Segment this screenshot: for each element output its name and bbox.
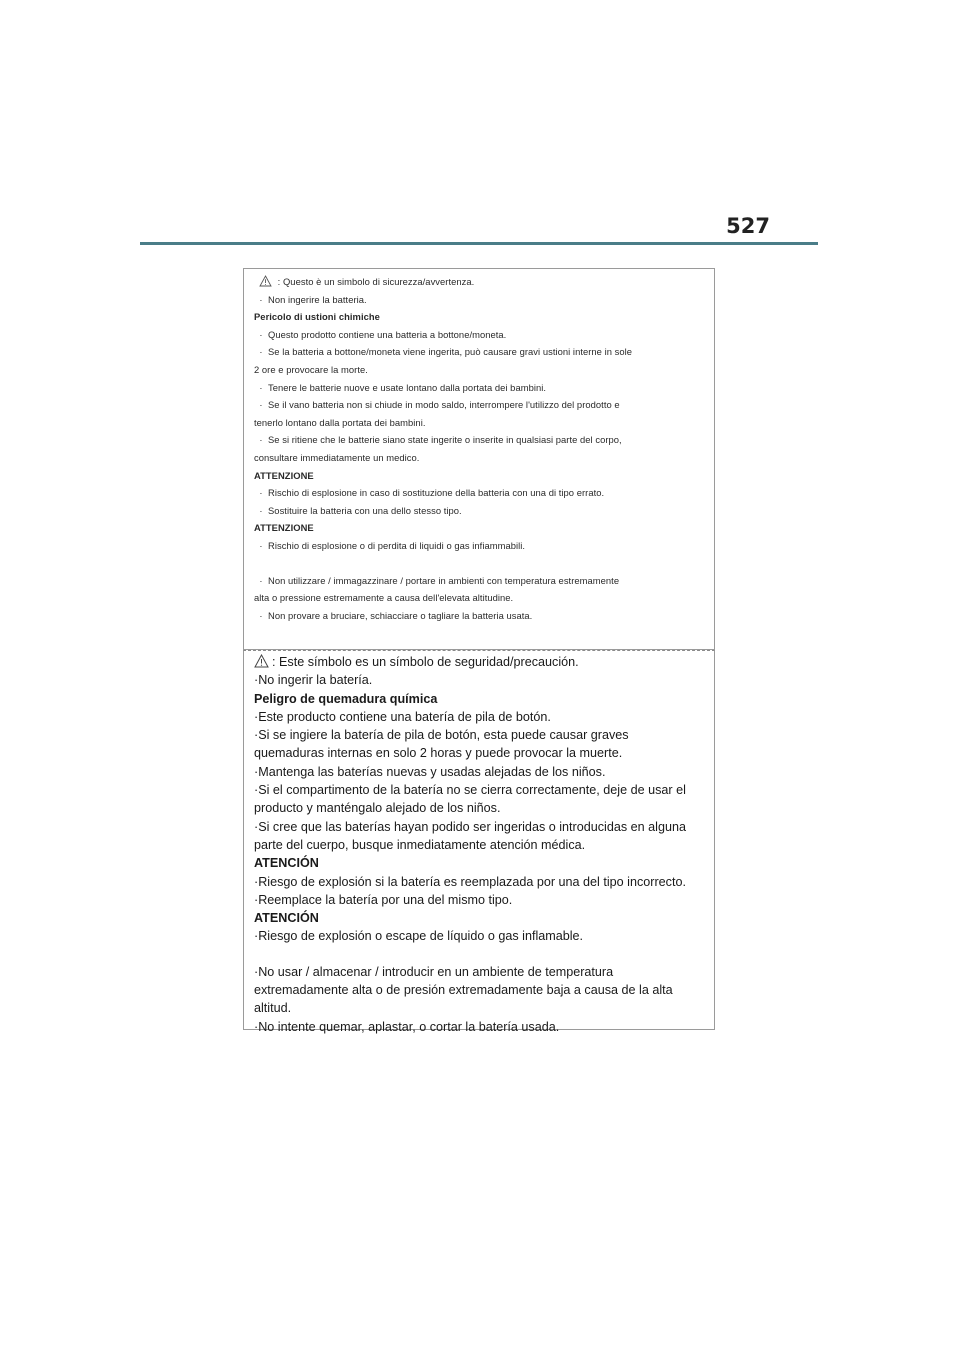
italian-bullet: · Se si ritiene che le batterie siano state ingerite o inserite in qualsiasi parte del corpo, (259, 434, 622, 446)
spanish-warning-box (243, 650, 715, 1034)
spanish-bullet: ·No ingerir la batería. (254, 673, 373, 688)
spanish-bullet-cont: extremadamente alta o de presión extremadamente baja a causa de la alta (254, 983, 673, 998)
italian-bullet: · Tenere le batterie nuove e usate lontano dalla portata dei bambini. (259, 381, 547, 393)
spanish-bullet: ·No usar / almacenar / introducir en un ambiente de temperatura (254, 964, 614, 979)
spanish-bullet: ·Riesgo de explosión si la batería es reemplazada por una del tipo incorrecto. (254, 874, 686, 889)
italian-bullet: · Rischio di esplosione in caso di sostituzione della batteria con una di tipo errato. (259, 487, 605, 499)
spacer (254, 946, 706, 963)
spanish-bullet-cont: altitud. (254, 1001, 292, 1016)
italian-bullet-cont: 2 ore e provocare la morte. (254, 363, 368, 375)
spanish-bullet: ·Reemplace la batería por una del mismo tipo. (254, 892, 513, 907)
italian-warning-box (243, 268, 715, 650)
page-number: 527 (726, 214, 770, 238)
spanish-bullet: ·Este producto contiene una batería de pila de botón. (254, 709, 551, 724)
italian-bullet-cont: consultare immediatamente un medico. (254, 451, 420, 463)
italian-heading-attention: ATTENZIONE (254, 522, 314, 534)
spanish-heading-attention: ATENCIÓN (254, 856, 319, 871)
spanish-bullet: ·Si el compartimento de la batería no se cierra correctamente, deje de usar el (254, 783, 686, 798)
italian-bullet: · Se il vano batteria non si chiude in modo saldo, interrompere l'utilizzo del prodotto e (259, 399, 620, 411)
warning-triangle-icon (259, 275, 272, 287)
spanish-bullet: ·No intente quemar, aplastar, o cortar la batería usada. (254, 1019, 560, 1034)
italian-symbol-line (254, 273, 706, 291)
italian-bullet: · Non ingerire la batteria. (259, 293, 367, 305)
header-rule (140, 242, 818, 245)
italian-bullet: · Questo prodotto contiene una batteria a bottone/moneta. (259, 328, 507, 340)
spanish-symbol-note: : Este símbolo es un símbolo de seguridad/precaución. (272, 655, 579, 669)
spanish-bullet-cont: producto y manténgalo alejado de los niños. (254, 801, 501, 816)
italian-heading-burn: Pericolo di ustioni chimiche (254, 311, 380, 323)
italian-symbol-note: : Questo è un simbolo di sicurezza/avvertenza. (277, 276, 475, 287)
italian-bullet-cont: tenerlo lontano dalla portata dei bambini. (254, 416, 426, 428)
italian-bullet: · Se la batteria a bottone/moneta viene ingerita, può causare gravi ustioni interne in sole (259, 346, 633, 358)
spanish-bullet-cont: parte del cuerpo, busque inmediatamente atención médica. (254, 837, 586, 852)
spanish-bullet: ·Riesgo de explosión o escape de líquido o gas inflamable. (254, 929, 584, 944)
italian-bullet: · Non utilizzare / immagazzinare / portare in ambienti con temperatura estremamente (259, 574, 620, 586)
italian-bullet: · Non provare a bruciare, schiacciare o tagliare la batteria usata. (259, 609, 533, 621)
spanish-heading-attention: ATENCIÓN (254, 911, 319, 926)
italian-heading-attention: ATTENZIONE (254, 469, 314, 481)
warning-triangle-icon (254, 654, 269, 668)
spanish-heading-burn: Peligro de quemadura química (254, 691, 438, 706)
spacer (254, 555, 706, 572)
spanish-bullet: ·Mantenga las baterías nuevas y usadas alejadas de los niños. (254, 764, 606, 779)
spanish-bullet: ·Si cree que las baterías hayan podido ser ingeridas o introducidas en alguna (254, 819, 686, 834)
spanish-symbol-line (254, 653, 706, 671)
spanish-bullet: ·Si se ingiere la batería de pila de botón, esta puede causar graves (254, 728, 629, 743)
italian-bullet: · Rischio di esplosione o di perdita di liquidi o gas infiammabili. (259, 539, 526, 551)
italian-bullet: · Sostituire la batteria con una dello stesso tipo. (259, 504, 462, 516)
italian-bullet-cont: alta o pressione estremamente a causa dell'elevata altitudine. (254, 592, 514, 604)
spanish-bullet-cont: quemaduras internas en solo 2 horas y puede provocar la muerte. (254, 746, 623, 761)
